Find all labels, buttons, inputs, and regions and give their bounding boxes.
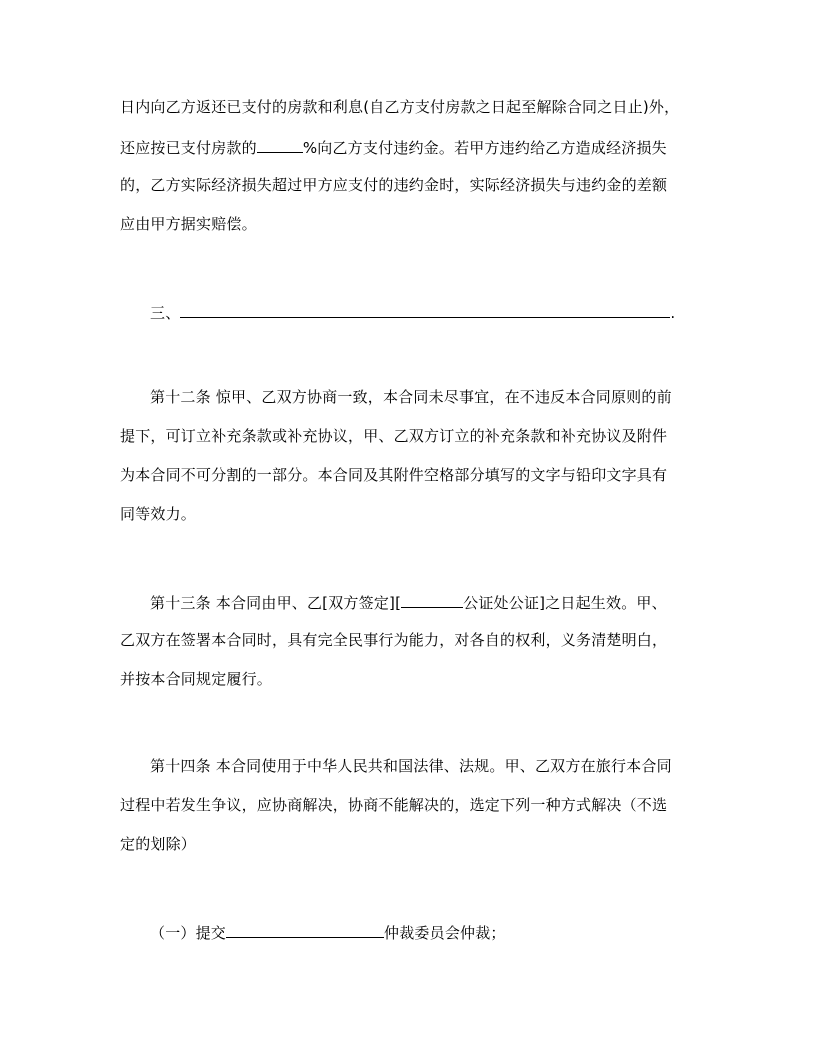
article-12-line-2 [120,426,667,446]
breach-text-3: 的，乙方实际经济损失超过甲方应支付的违约金时，实际经济损失与违约金的差额 [120,176,668,194]
article-13-line-2 [120,630,667,650]
option-one-post: 仲裁委员会仲裁； [384,924,506,942]
item-three-end: . [670,304,676,322]
breach-text-4: 应由甲方据实赔偿。 [120,215,257,233]
article-12-text-2: 提下，可订立补充条款或补充协议，甲、乙双方订立的补充条款和补充协议及附件 [120,427,668,445]
item-three-label: 三、 [150,304,181,322]
article-12-line-4 [120,504,196,524]
item-three-blank[interactable] [180,301,670,318]
article-14-line-2 [120,795,667,815]
breach-text-1: 日内向乙方返还已支付的房款和利息(自乙方支付房款之日起至解除合同之日止)外， [120,98,680,116]
breach-line-3 [120,175,667,195]
option-one-line [150,921,506,943]
article-13-text-1b: 公证处公证]之日起生效。甲、 [463,594,667,612]
article-14-line-3 [120,834,196,854]
article-14-text-2: 过程中若发生争议，应协商解决，协商不能解决的，选定下列一种方式解决（不选 [120,796,668,814]
breach-line-1 [120,97,679,117]
breach-line-2 [120,136,667,158]
article-12-text-3: 为本合同不可分割的一部分。本合同及其附件空格部分填写的文字与铅印文字具有 [120,466,668,484]
breach-line-4 [120,214,257,234]
article-13-text-3: 并按本合同规定履行。 [120,670,273,688]
breach-text-2a: 还应按已支付房款的 [120,139,257,157]
article-13-text-1a: 第十三条 本合同由甲、乙[双方签定][ [150,594,402,612]
article-14-line-1 [150,756,672,776]
breach-text-2b: %向乙方支付违约金。若甲方违约给乙方造成经济损失 [302,139,667,157]
article-13-line-1 [150,591,667,613]
article-14-text-3: 定的划除） [120,835,197,853]
item-three-line [150,301,675,323]
article-13-line-3 [120,669,272,689]
article-12-line-3 [120,465,667,485]
arbitration-blank[interactable] [226,921,384,938]
article-12-text-1: 第十二条 惊甲、乙双方协商一致，本合同未尽事宜，在不违反本合同原则的前 [150,388,672,406]
article-13-text-2: 乙双方在签署本合同时，具有完全民事行为能力，对各自的权利，义务清楚明白， [120,631,668,649]
percent-blank[interactable] [257,136,303,153]
article-12-line-1 [150,387,672,407]
option-one-pre: （一）提交 [150,924,227,942]
notary-blank[interactable] [401,591,463,608]
article-14-text-1: 第十四条 本合同使用于中华人民共和国法律、法规。甲、乙双方在旅行本合同 [150,757,672,775]
article-12-text-4: 同等效力。 [120,505,197,523]
